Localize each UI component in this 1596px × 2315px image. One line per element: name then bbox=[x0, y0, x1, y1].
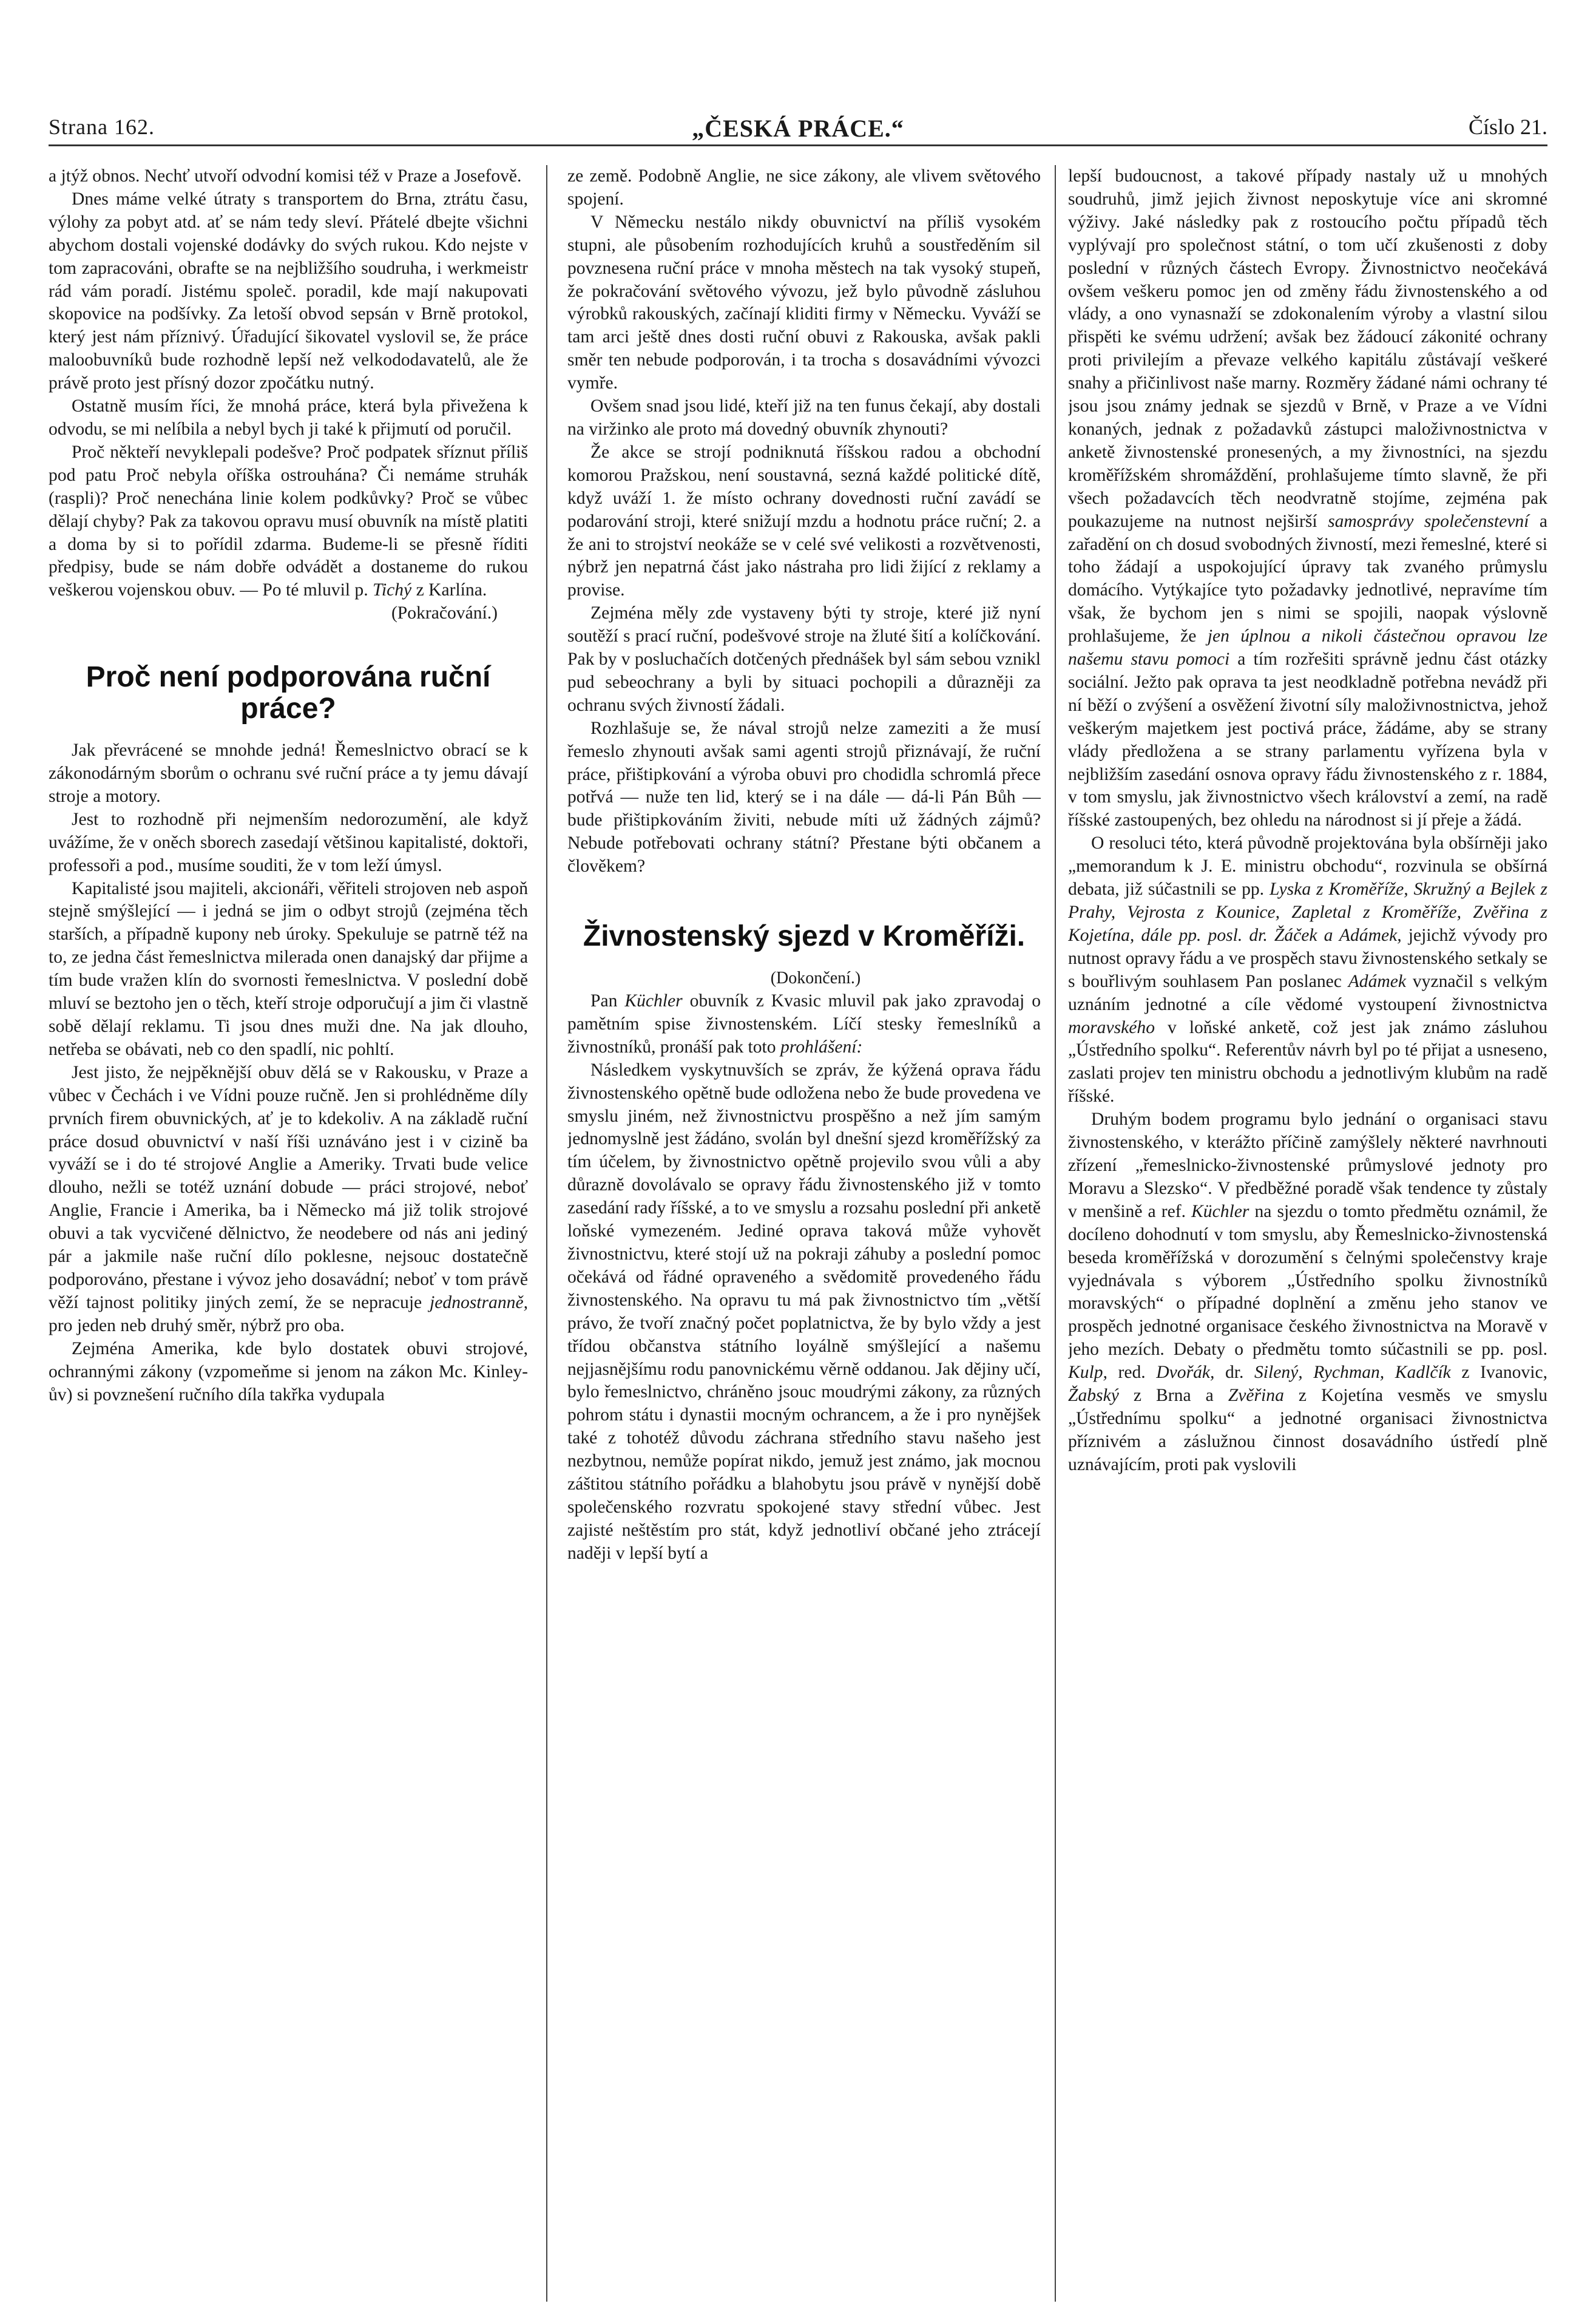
paragraph: Ostatně musím říci, že mnohá práce, která byla přivežena k odvodu, se mi nelíbila a nebyl bych ji také k přijmutí od poručil. bbox=[49, 396, 528, 439]
text: v loňské anketě, což jest jak známo zásluhou „Ústředního spolku“. Referentův návrh byl po té přijat a usneseno, zaslati projev ten ministru obchodu a jednotlivým klubům na radě říšské. bbox=[1068, 1017, 1547, 1107]
article-subtitle: (Dokončení.) bbox=[770, 969, 861, 988]
text: pro jeden neb druhý směr, nýbrž pro oba. bbox=[49, 1315, 345, 1335]
paragraph: Jest to rozhodně při nejmenším nedorozumění, ale když uvážíme, že v oněch sborech zasedají většinou kapitalisté, doktoři, professoři a pod., musíme souditi, že v tom leží úmysl. bbox=[49, 809, 528, 875]
emphasis: samosprávy společenstevní bbox=[1328, 511, 1529, 531]
paragraph: Následkem vyskytnuvších se zpráv, že kýžená oprava řádu živnostenského opětně bude odložena nebo že bude provedena ve smyslu jiném, než živnostnictvu prospěšno a než jím samým jednomyslně jest žádáno, svolán byl dnešní sjezd kroměřížský za tím účelem, by živnostnictvo opětně projevilo svou vůli a aby důrazně dovolávalo se opravy řádu živnostenského již v tomto zasedání rady říšské, a to ve smyslu a rozsahu poslední při anketě loňské vymezeném. Jediné oprava taková může vyhovět živnostnictvu, které stojí už na pokraji záhuby a poslední pomoc očekává od řádné opraveného a svědomitě provedeného řádu živnostenského. Na opravu tu má pak živnostnictvo tím „větší právo, že tvoří značný počet poplatnictva, že by bylo vždy a jest třídou občanstva státního loyálně smýšlející a našemu nejjasnějšímu rodu panovnickému věrně oddanou. Jak dějiny učí, bylo řemeslnictvo, chráněno jsouc moudrými zákony, za různých pohrom státu i dynastii mocným ochrancem, a že i pro nynějšek také z tohotéž důvodu záchrana středního stavu našeho jest nezbytnou, nemůže popírat nikdo, jemuž jest známo, jak mocnou záštitou státního pořádku a blahobytu jsou právě v nynější době společenského rozvratu spokojené stavy střední vůbec. Jest zajisté neštěstím pro stát, když jednotliví občané jeho ztrácejí naději v lepší bytí a bbox=[567, 1060, 1041, 1563]
person-name: Tichý bbox=[373, 580, 412, 600]
text: vyznačil s velkým uznáním jednotné a cíle vědomé vystoupení živnostnictva bbox=[1068, 971, 1547, 1014]
emphasis: jednostranně, bbox=[430, 1292, 528, 1312]
column-divider bbox=[1055, 165, 1056, 2302]
text: Pan bbox=[590, 991, 618, 1011]
paragraph: Kapitalisté jsou majiteli, akcionáři, věřiteli strojoven neb aspoň stejně smýšlející — i jedná se jim o odbyt strojů (zejména těch starších, a případně kupony neb úroky. Spekuluje se patrně též na to, ze jedna část řemeslnictva milerada onen danajský dar přijme a tím bude vražen klín do svornosti řemeslnictva. V poslední době mluví se beztoho jen o těch, kteří stroje odporučují a jim či vlastně sobě dělají reklamu. Ti jsou dnes muži dne. Na jak dlouho, netřeba se obávati, neb co den spadlí, nic pohltí. bbox=[49, 878, 528, 1059]
text: red. bbox=[1118, 1363, 1146, 1383]
paragraph: Že akce se strojí podniknutá říšskou radou a obchodní komorou Pražskou, není soustavná, sezná každé politické dítě, když uváží 1. že místo ochrany dovednosti ruční zavádí se podarování stroji, které snižují mzdu a hodnotu práce ruční; 2. a že ani to strojství neokáže se v celé své velikosti a rozvětvenosti, nýbrž jen nepatrná část jako nástraha pro lidi žijící z reklamy a provise. bbox=[567, 442, 1041, 600]
paragraph: a jtýž obnos. Nechť utvoří odvodní komisi též v Praze a Josefově. bbox=[49, 166, 522, 186]
article-title: Proč není podporována ruční práce? bbox=[86, 661, 491, 725]
issue-number: Číslo 21. bbox=[1468, 115, 1547, 139]
text: na sjezdu o tomto předmětu oznámil, že docíleno dohodnutí v tom smyslu, aby Řemeslnicko-živnostenská beseda kroměřížská v dorozumění s čelnými společenstvy kraje vyjednávala s výborem „Ústředního spolku živnostníků moravských“ o případné doplnění a změnu jeho stanov ve prospěch jednotné organisace českého živnostnictva na Moravě v jeho mezích. Debaty o předmětu tomto súčastnili se pp. posl. bbox=[1068, 1201, 1547, 1360]
text: a tím rozřešiti správně jednu část otázky sociální. Ježto pak oprava ta jest neodkladně potřebna nevádž při ní běží o zvýšení a osvěžení životní síly maloživnostnictva, jehož veškerým majetkem jest poctivá práce, žádáme, aby se strany vlády předložena a se strany parlamentu vyřízena byla v nejbližším zasedání osnova opravy řádu živnostenského z r. 1884, v tom smyslu, jak živnostnictvo všech království a zemí, na radě říšské zastoupených, bez ohledu na národnost si jí přeje a žádá. bbox=[1068, 649, 1547, 830]
person-names: Lyska z Kroměříže, Skružný a Bejlek z Prahy, Vejrosta z Kounice, Zapletal z Kroměříže, Zvěřina z Kojetína, dále pp. posl. dr. Žáček a Adámek, bbox=[1068, 880, 1547, 945]
text: O resoluci této, která původně projektována byla obšírněji jako „memorandum k J. E. ministru obchodu“, rozvinula se obšírná debata, již súčastnili se pp. bbox=[1068, 833, 1547, 900]
text: Proč někteří nevyklepali podešve? Proč podpatek sříznut příliš pod patu Proč nebyla oříška ostrouhána? Či nemáme struhák (raspli)? Proč nenechána linie kolem podkůvky? Proč se vůbec dělají chyby? Pak za takovou opravu musí obuvník na místě platiti a doma by si to pořídil zdarma. Budeme-li se přesně říditi předpisy, bude se nám dobře odvádět a dostaneme do rukou veškerou vojenskou obuv. — Po té mluvil p. bbox=[49, 442, 528, 600]
article-title: Živnostenský sjezd v Kroměříži. bbox=[583, 920, 1026, 953]
column-3 bbox=[1068, 165, 1547, 2302]
paragraph: Ovšem snad jsou lidé, kteří již na ten funus čekají, aby dostali na viržinko ale proto má dovedný obuvník zhynouti? bbox=[567, 396, 1041, 439]
paragraph: Rozhlašuje se, že nával strojů nelze zameziti a že musí řemeslo zhynouti avšak sami agenti strojů přiznávají, že ruční práce, přištipkování a výroba obuvi pro chodidla schromlá přece potřvá — nuže ten lid, který se i na dále — dá-li Pán Bůh — bude přištipkováním živiti, nebude míti už žádných zájmů? Nebude potřebovati ochrany státní? Přestane býti občanem a člověkem? bbox=[567, 718, 1041, 876]
person-name: Kulp, bbox=[1068, 1363, 1107, 1383]
paragraph: ze země. Podobně Anglie, ne sice zákony, ale vlivem světového spojení. bbox=[567, 166, 1041, 209]
text: z Kojetína vesměs ve smyslu „Ústřednímu spolku“ a jednotné organisaci živnostnictva příznivém a záslužnou činnost dosavádního ústředí plně uznávajícím, proti pak vyslovili bbox=[1068, 1386, 1547, 1474]
emphasis: jen úplnou a nikoli částečnou opravou lze našemu stavu pomoci bbox=[1068, 626, 1547, 669]
person-name: Adámek bbox=[1348, 971, 1407, 991]
paragraph: Dnes máme velké útraty s transportem do Brna, ztrátu času, výlohy za pobyt atd. ať se nám tedy sleví. Přátelé dbejte všichni abychom dostali vojenské dodávky do svých rukou. Kdo nejste v tom zapracováni, obrafte se na nejbližšího soudruha, i werkmeistr rád vám poradí. Jistému společ. poradil, kde mají nakupovati skopovice na podšívky. Za letoší obvod sepsán v Brně protokol, který jest nám příznivý. Úřadující šikovatel vyslovil se, že práce maloobuvníků bude rozhodně lepší než velkododavatelů, ale že právě proto jest přísný dozor zpočátku nutný. bbox=[49, 189, 528, 393]
emphasis: prohlášení: bbox=[780, 1037, 863, 1057]
text: z Ivanovic, bbox=[1461, 1363, 1547, 1383]
page-number: Strana 162. bbox=[49, 115, 155, 139]
paragraph: Jak převrácené se mnohde jedná! Řemeslnictvo obrací se k zákonodárným sborům o ochranu své ruční práce a ty jemu dávají stroje a motory. bbox=[49, 741, 528, 806]
text: jejichž vývody pro nutnost opravy řádu a ve prospěch stavu živnostenského setkaly se s bouřlivým souhlasem Pan poslanec bbox=[1068, 925, 1547, 991]
paragraph bbox=[1068, 1108, 1547, 1477]
paragraph bbox=[1068, 165, 1547, 832]
text: dr. bbox=[1225, 1363, 1244, 1383]
text: Jest jisto, že nejpěknější obuv dělá se v Rakousku, v Praze a vůbec v Čechách i ve Vídni pouze ručně. Jen si prohlédněme díly prvních firem obuvnických, ať je to kdekoliv. A na základě ruční práce dosud obuvnictví v naší říši uznáváno jest i v cizině ba vyváží se i do té strojové Anglie a Ameriky. Trvati bude velice dlouho, nežli se totéž uznání dobude — práci strojové, neboť Anglie, Francie i Amerika, ba i Německo má již tolik strojové obuvi a tak vycvičené dělnictvo, že neodebere od nás ani jediný pár a jakmile naše ruční dílo poklesne, nejsouc dostatečně podporováno, přestane i vývoz jeho dosavádní; neboť v tom právě věží tajnost politiky jiných zemí, že se nepracuje bbox=[49, 1062, 528, 1312]
person-name: Zvěřina bbox=[1228, 1386, 1284, 1406]
person-name: Küchler bbox=[1191, 1201, 1249, 1221]
paragraph bbox=[49, 441, 528, 602]
paragraph bbox=[49, 1062, 528, 1338]
paragraph bbox=[1068, 832, 1547, 1108]
text: obuvník z Kvasic mluvil pak jako zpravodaj o pamětním spise živnostenském. Líčí stesky řemeslníků a živnostníků, pronáší pak toto bbox=[567, 991, 1041, 1057]
text: z Karlína. bbox=[416, 580, 487, 600]
person-name: Dvořák, bbox=[1156, 1363, 1215, 1383]
header-rule bbox=[49, 144, 1547, 146]
column-1 bbox=[49, 165, 528, 2302]
emphasis: moravského bbox=[1068, 1017, 1155, 1037]
continuation-note: (Pokračování.) bbox=[391, 603, 498, 623]
text: Druhým bodem programu bylo jednání o organisaci stavu živnostenského, v kterážto příčině zamýšlely některé navrhnouti zřízení „řemeslnicko-živnostenské průmyslové jednoty pro Moravu a Slezsko“. V předběžné poradě však tendence ty zůstaly v menšině a ref. bbox=[1068, 1110, 1547, 1221]
column-divider bbox=[546, 165, 547, 2302]
text: a zařadění on ch dosud svobodných živností, mezi řemeslné, které si toho žádají a uspokojující úpravy tak zvaného průmyslu domácího. Vytýkajíce tyto požadavky jednotlivé, nepravíme tím však, že bychom jen s nimi se spojili, naopak výslovně prohlašujeme, že bbox=[1068, 511, 1547, 646]
text: lepší budoucnost, a takové případy nastaly už u mnohých soudruhů, jimž jejich živnost neposkytuje více ani skromné výživy. Jaké následky pak z rostoucího počtu případů těch vyplývají pro společnost státní, o tom učí zkušenosti z doby poslední v různých částech Evropy. Živnostnictvo neočekává ovšem veškeru pomoc jen od změny řádu živnostenského a od vlády, a ono vynasnaží se zdokonalením výroby a vlastní silou přispěti ke svému udržení; avšak bez žádoucí zákonité ochrany proti privilejím a převaze velkého kapitálu zůstávají veškeré snahy a přičinlivost naše marny. Rozměry žádané námi ochrany té jsou jsou známy jednak se sjezdů v Brně, v Praze a ve Vídni konaných, jednak z požadavků zástupci maloživnostnictva v anketě živnostenské pronesených, a my živnostníci, na sjezdu kroměřížském shromáždění, prohlašujeme tímto slavně, že při všech požadavcích těch neodvratně stojíme, zejména pak poukazujeme na nutnost nejširší bbox=[1068, 166, 1547, 531]
person-name: Küchler bbox=[624, 991, 683, 1011]
person-names: Silený, Rychman, Kadlčík bbox=[1254, 1363, 1451, 1383]
paper-title: „ČESKÁ PRÁCE.“ bbox=[692, 115, 904, 142]
person-name: Žabský bbox=[1068, 1386, 1119, 1406]
paragraph bbox=[567, 990, 1041, 1059]
column-2 bbox=[567, 165, 1041, 2302]
text: z Brna a bbox=[1133, 1386, 1214, 1406]
paragraph: Zejména Amerika, kde bylo dostatek obuvi strojové, ochrannými zákony (vzpomeňme si jenom na zákon Mc. Kinley-ův) si povznešení ručního díla takřka vydupala bbox=[49, 1338, 528, 1405]
paragraph: V Německu nestálo nikdy obuvnictví na příliš vysokém stupni, ale působením rozhodujících kruhů a soustředěním sil povznesena ruční práce v mnoha městech na tak vysoký stupeň, že pokračování světového vývozu, jež bylo původně zásluhou výrobků rakouských, začínají kliditi firmy v Německu. Vyváží se tam arci ještě dnes dosti ruční obuvi z Rakouska, avšak pakli směr ten nebude podporován, i ta trocha s dosavádními vývozci vymře. bbox=[567, 212, 1041, 393]
paragraph: Zejména měly zde vystaveny býti ty stroje, které již nyní soutěží s prací ruční, podešvové stroje na žluté šití a kolíčkování. Pak by v posluchačích dotčených přednášek byl sám sebou vznikl pud sebeochrany a byli by situaci pochopili a důrazněji za ochranu svých živností žádali. bbox=[567, 603, 1041, 715]
